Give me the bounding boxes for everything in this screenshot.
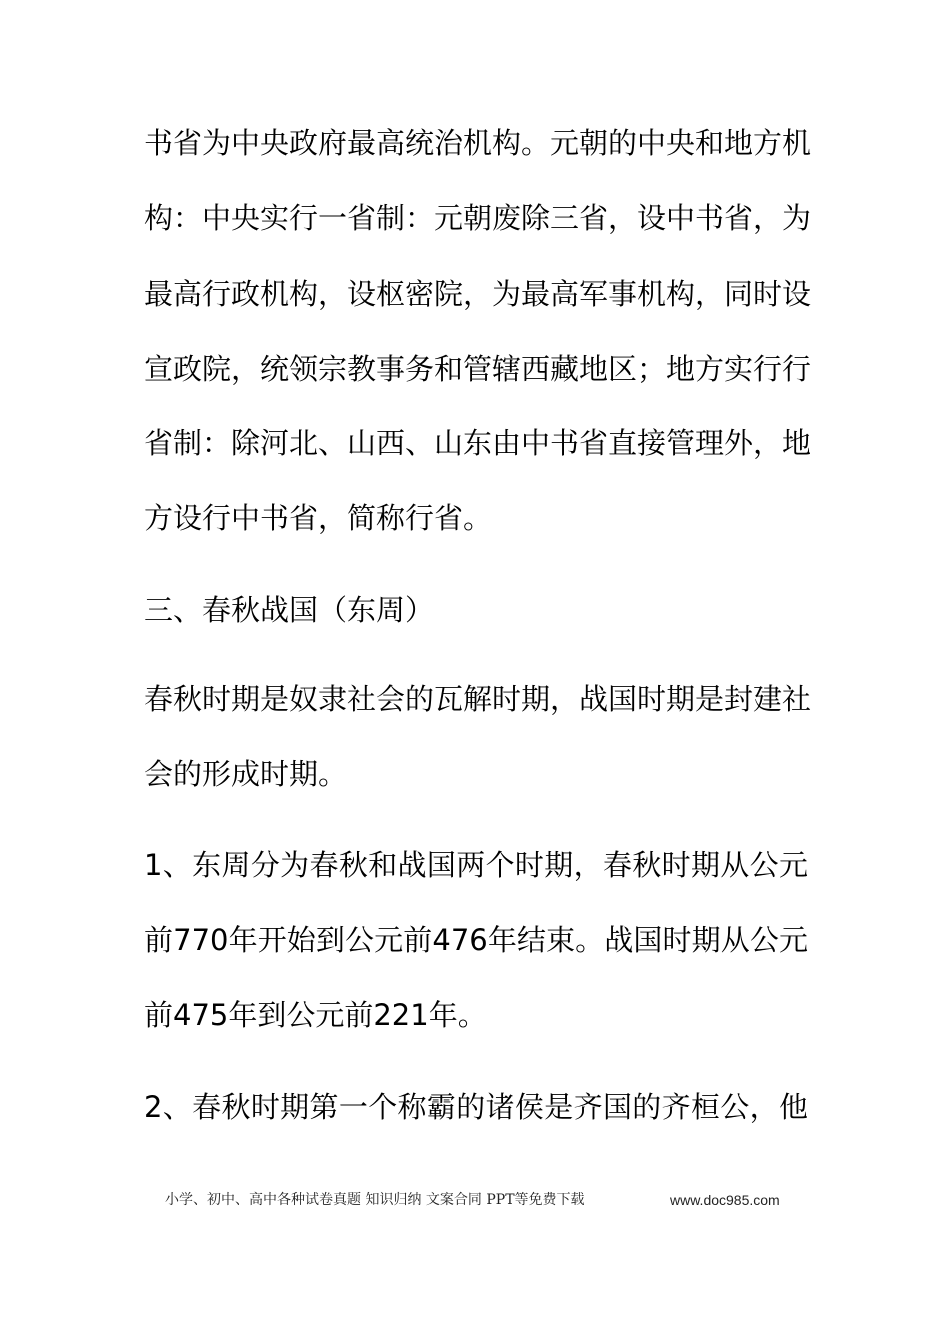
paragraph-line: 省制：除河北、山西、山东由中书省直接管理外，地 xyxy=(144,426,812,460)
footer-url[interactable]: www.doc985.com xyxy=(670,1192,780,1208)
paragraph-line: 最高行政机构，设枢密院，为最高军事机构，同时设 xyxy=(144,277,812,311)
paragraph-line: 前475年到公元前221年。 xyxy=(144,998,487,1032)
paragraph-line: 1、东周分为春秋和战国两个时期，春秋时期从公元 xyxy=(144,848,808,882)
paragraph-line: 书省为中央政府最高统治机构。元朝的中央和地方机 xyxy=(144,126,812,160)
section-heading: 三、春秋战国（东周） xyxy=(144,593,435,627)
paragraph-line: 方设行中书省，简称行省。 xyxy=(144,501,493,535)
paragraph-line: 会的形成时期。 xyxy=(144,757,348,791)
paragraph-line: 2、春秋时期第一个称霸的诸侯是齐国的齐桓公，他 xyxy=(144,1090,808,1124)
paragraph-line: 前770年开始到公元前476年结束。战国时期从公元 xyxy=(144,923,808,957)
paragraph-line: 构：中央实行一省制：元朝废除三省，设中书省，为 xyxy=(144,201,812,235)
page-footer xyxy=(165,1190,805,1210)
footer-text: 小学、初中、高中各种试卷真题 知识归纳 文案合同 PPT等免费下载 xyxy=(165,1192,585,1208)
paragraph-line: 宣政院，统领宗教事务和管辖西藏地区；地方实行行 xyxy=(144,352,812,386)
paragraph-line: 春秋时期是奴隶社会的瓦解时期，战国时期是封建社 xyxy=(144,682,812,716)
